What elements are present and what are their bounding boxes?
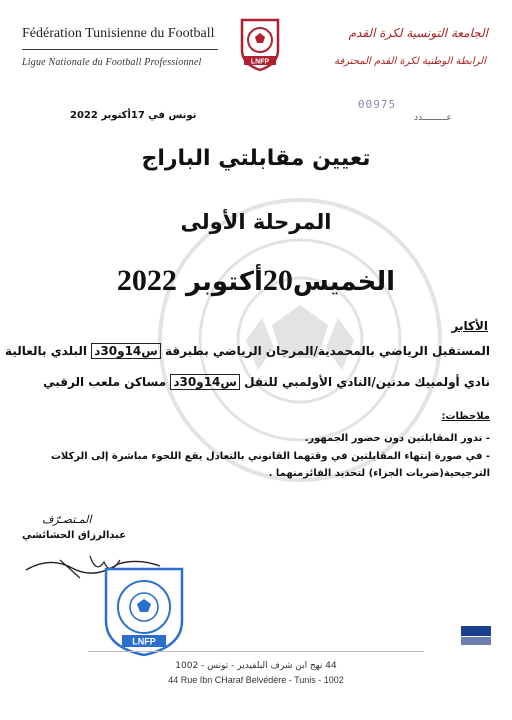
match-year: 2022 — [116, 264, 177, 297]
match-teams: المستقبل الرياضي بالمحمدية/المرجان الرياضي بطبرقة — [165, 344, 490, 358]
match-venue: مساكن ملعب الرقبي — [43, 375, 167, 389]
federation-name-ar: الجامعة التونسية لكرة القدم — [348, 26, 488, 40]
league-name-fr: Ligue Nationale du Football Professionnel — [22, 57, 202, 68]
footer-address-ar: 44 نهج ابن شرف البلفيدير - تونس - 1002 — [175, 661, 337, 671]
match-day-number: 20 — [262, 264, 293, 297]
match-time: س14و30د — [170, 374, 240, 390]
document-date: تونس في 17أكتوبر 2022 — [70, 110, 197, 121]
match-month: أكتوبر — [185, 267, 263, 297]
footer-address-fr: 44 Rue Ibn CHaraf Belvédère - Tunis - 1002 — [168, 675, 344, 685]
match-teams: نادي أولمبيك مدنين/النادي الأولمبي للنقل — [244, 375, 490, 389]
match-date-heading — [0, 264, 512, 298]
certification-logo — [461, 626, 491, 650]
reference-number: 00975 — [358, 98, 397, 111]
lnfp-logo — [238, 16, 282, 72]
document-title: تعيين مقابلتي الباراج — [141, 146, 371, 171]
note-item: - تدور المقابلتين دون حضور الجمهور. — [304, 433, 490, 444]
footer-divider — [88, 651, 424, 652]
logo-lettering: LNFP — [250, 58, 270, 66]
federation-name-fr: Fédération Tunisienne du Football — [22, 26, 215, 41]
league-name-ar: الرابطة الوطنية لكرة القدم المحترفة — [334, 56, 486, 67]
match-row — [43, 375, 490, 389]
note-item: - في صورة إنتهاء المقابلتين في وقتهما القانوني بالتعادل يقع اللجوء مباشرة إلى الركلات الترجيحية(ضربات الجزاء) لتحديد الفائزمنهما . — [50, 451, 490, 479]
official-stamp — [96, 563, 192, 659]
notes-label: ملاحظات: — [441, 411, 490, 422]
document-subtitle: المرحلة الأولى — [180, 210, 332, 234]
match-day: الخميس — [292, 267, 396, 297]
category-label: الأكابر — [451, 319, 488, 333]
match-row — [5, 344, 490, 358]
header-divider — [22, 49, 218, 50]
stamp-lettering: LNFP — [132, 636, 156, 647]
reference-label: عـــــــــدد — [414, 113, 452, 123]
signatory-name: عبدالرزاق الحشائشي — [22, 530, 127, 541]
signatory-title: المـتصـرّف — [42, 513, 92, 526]
match-venue: البلدي بالعالية — [5, 344, 88, 358]
match-time: س14و30د — [91, 343, 161, 359]
